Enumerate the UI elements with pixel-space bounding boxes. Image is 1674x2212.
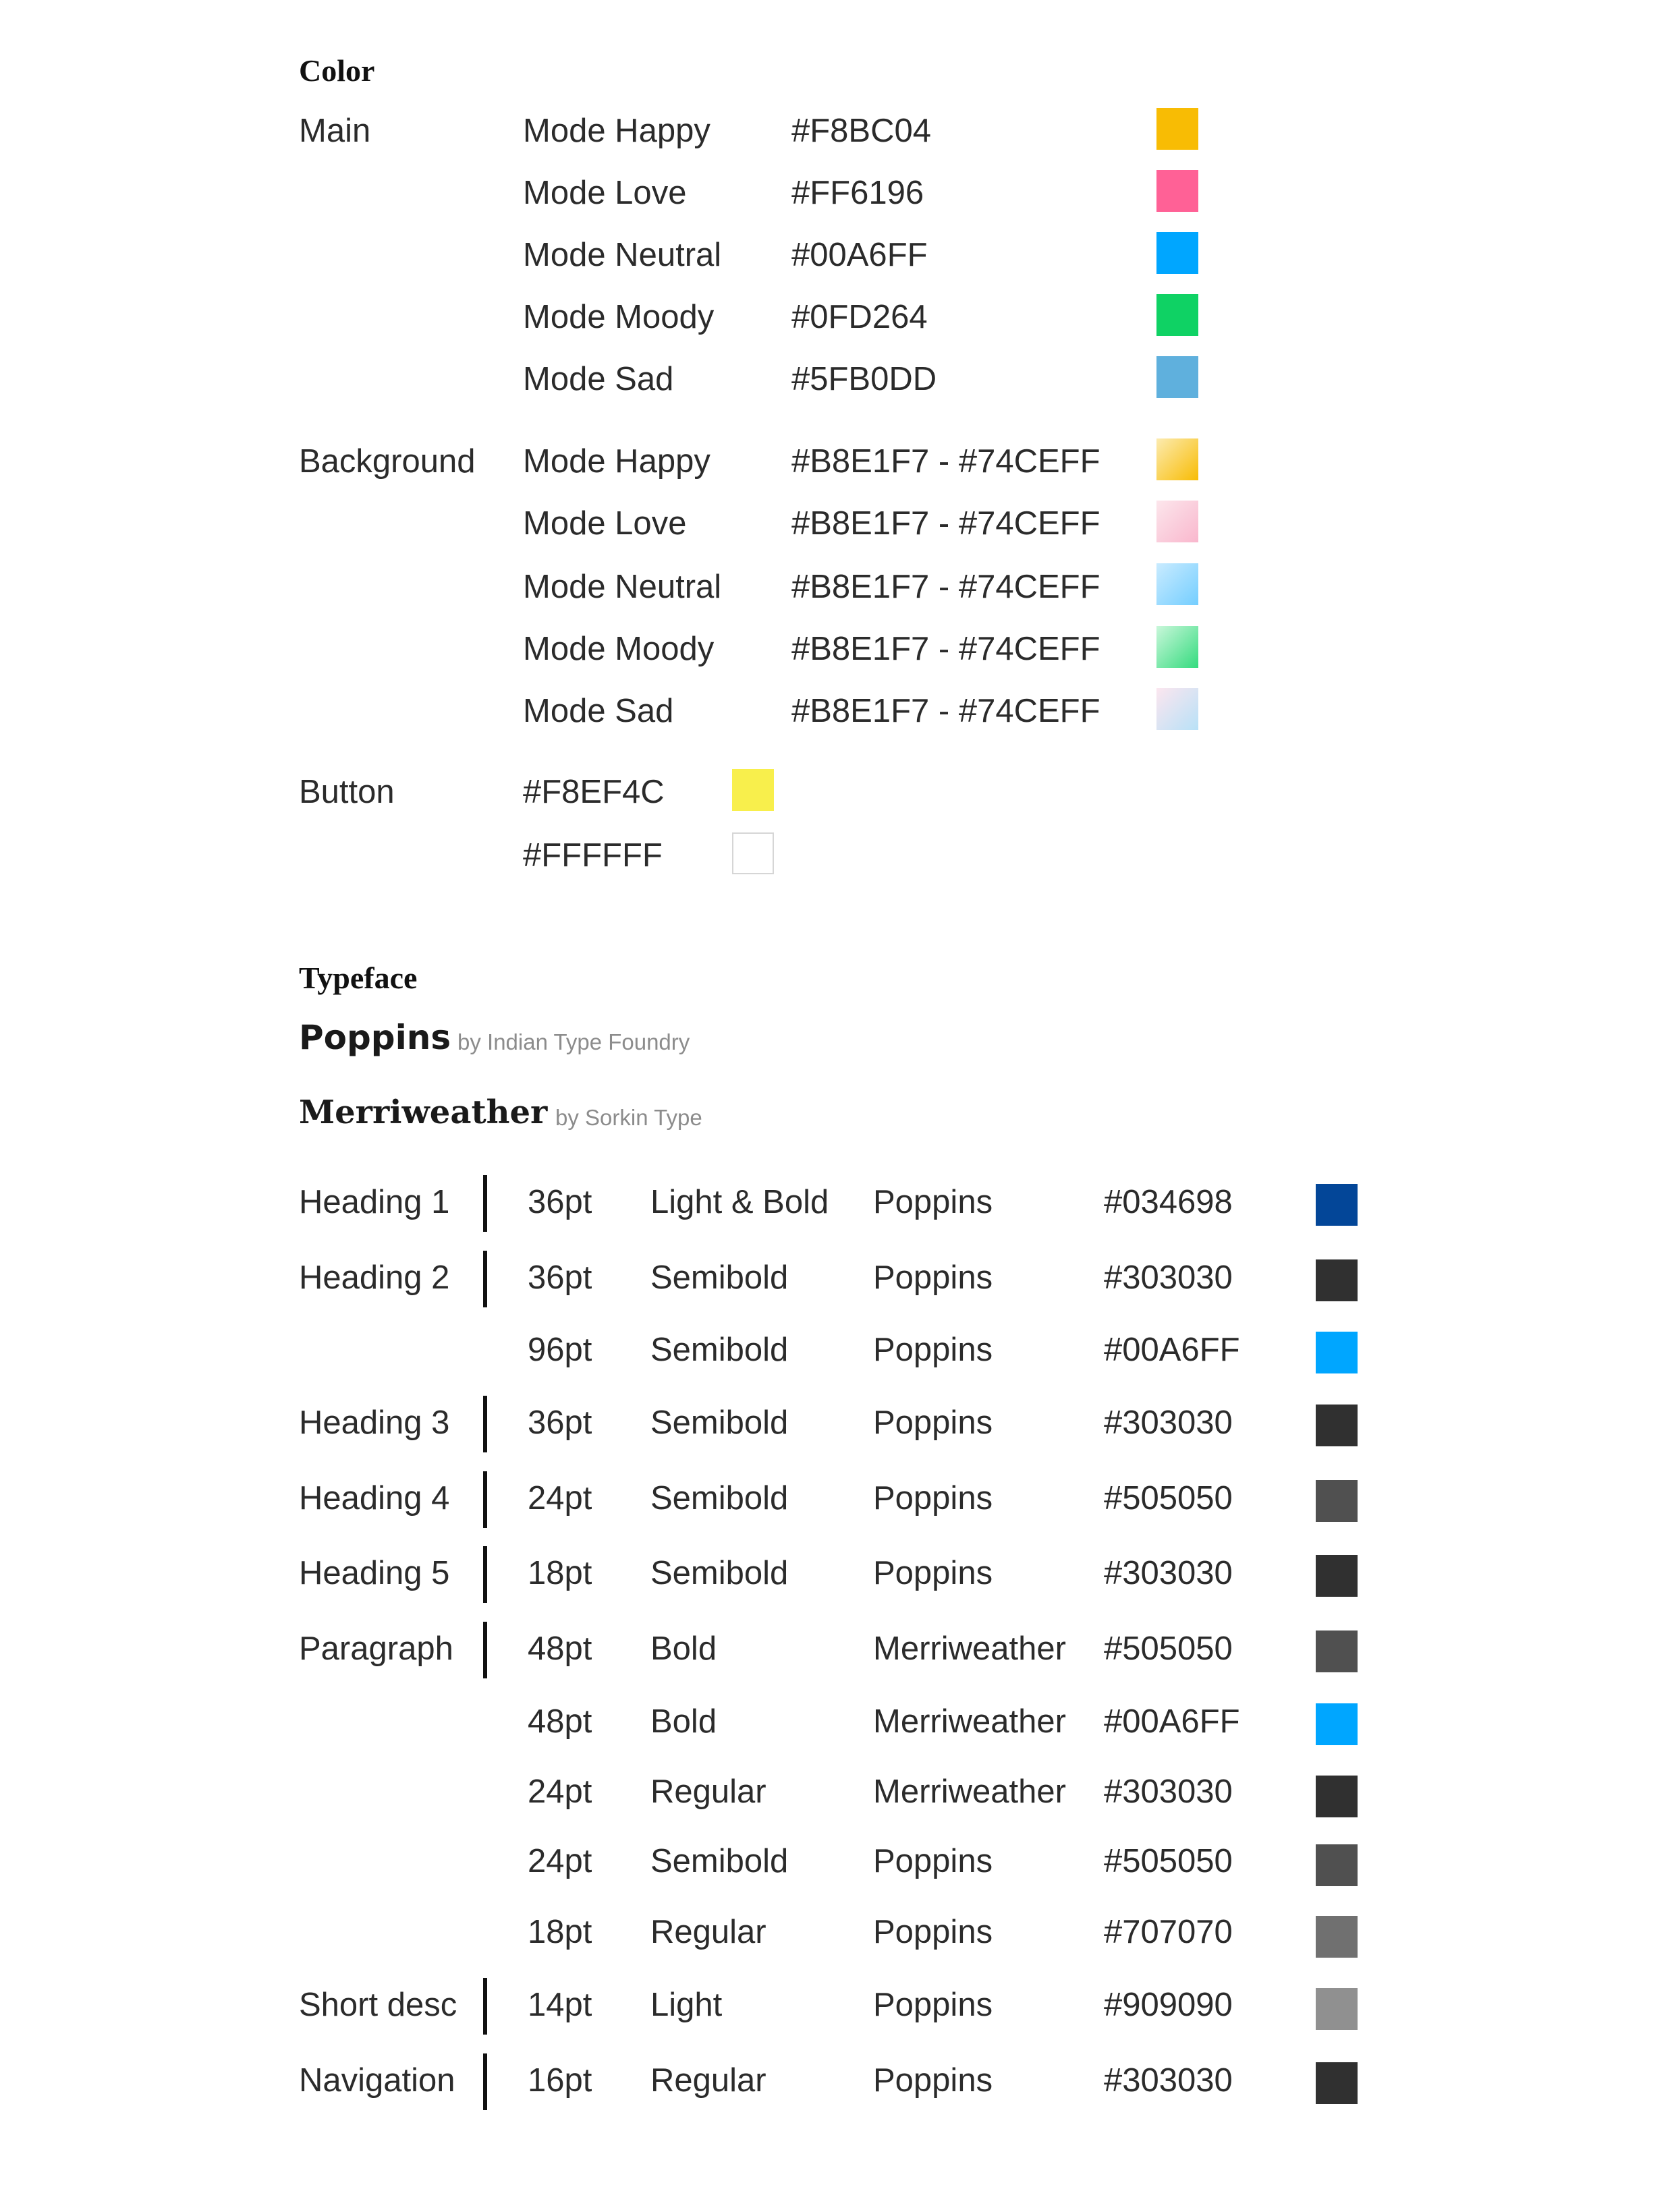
background-hex-range: #B8E1F7 - #74CEFF <box>791 693 1100 729</box>
main-mode-label: Mode Moody <box>523 299 715 335</box>
type-hex: #303030 <box>1104 1774 1233 1810</box>
main-mode-label: Mode Sad <box>523 361 674 397</box>
button-color-swatch <box>732 832 774 874</box>
type-family: Poppins <box>873 1259 993 1296</box>
background-gradient-swatch <box>1156 563 1198 605</box>
background-mode-label: Mode Moody <box>523 631 715 667</box>
type-hex: #00A6FF <box>1104 1332 1240 1368</box>
type-family: Poppins <box>873 1332 993 1368</box>
type-category-label: Paragraph <box>299 1630 453 1667</box>
background-gradient-swatch <box>1156 438 1198 480</box>
main-hex-value: #F8BC04 <box>791 113 932 149</box>
type-size: 18pt <box>528 1555 592 1591</box>
font-foundry: by Sorkin Type <box>555 1105 702 1130</box>
background-hex-range: #B8E1F7 - #74CEFF <box>791 631 1100 667</box>
main-color-swatch <box>1156 294 1198 336</box>
type-hex: #034698 <box>1104 1184 1233 1220</box>
type-hex: #303030 <box>1104 2062 1233 2099</box>
type-family: Merriweather <box>873 1630 1066 1667</box>
type-size: 36pt <box>528 1184 592 1220</box>
font-foundry: by Indian Type Foundry <box>457 1029 690 1054</box>
type-color-swatch <box>1316 1332 1358 1373</box>
type-family: Merriweather <box>873 1774 1066 1810</box>
type-weight: Regular <box>650 1774 766 1810</box>
type-size: 96pt <box>528 1332 592 1368</box>
background-mode-label: Mode Sad <box>523 693 674 729</box>
type-size: 24pt <box>528 1774 592 1810</box>
type-weight: Regular <box>650 2062 766 2099</box>
type-color-swatch <box>1316 2062 1358 2104</box>
type-size: 24pt <box>528 1843 592 1879</box>
type-category-label: Heading 1 <box>299 1184 450 1220</box>
background-mode-label: Mode Love <box>523 505 687 542</box>
main-mode-label: Mode Happy <box>523 113 710 149</box>
button-hex-value: #FFFFFF <box>523 837 663 874</box>
background-gradient-swatch <box>1156 626 1198 668</box>
type-weight: Regular <box>650 1914 766 1950</box>
type-weight: Semibold <box>650 1259 789 1296</box>
main-color-swatch <box>1156 232 1198 274</box>
type-color-swatch <box>1316 1844 1358 1886</box>
row-divider <box>483 1396 487 1452</box>
type-color-swatch <box>1316 1259 1358 1301</box>
background-group-label: Background <box>299 443 476 480</box>
type-hex: #505050 <box>1104 1630 1233 1667</box>
type-hex: #909090 <box>1104 1987 1233 2023</box>
typeface-section-title: Typeface <box>299 961 418 995</box>
row-divider <box>483 1978 487 2035</box>
type-weight: Bold <box>650 1630 717 1667</box>
type-weight: Semibold <box>650 1480 789 1516</box>
type-category-label: Heading 4 <box>299 1480 450 1516</box>
type-size: 48pt <box>528 1703 592 1740</box>
font-name-merriweather: Merriweather <box>299 1094 548 1131</box>
button-color-swatch <box>732 769 774 811</box>
type-color-swatch <box>1316 1988 1358 2030</box>
main-hex-value: #0FD264 <box>791 299 928 335</box>
type-family: Poppins <box>873 1843 993 1879</box>
button-group-label: Button <box>299 774 395 810</box>
type-family: Poppins <box>873 1914 993 1950</box>
type-category-label: Heading 2 <box>299 1259 450 1296</box>
type-color-swatch <box>1316 1703 1358 1745</box>
main-color-swatch <box>1156 108 1198 150</box>
type-weight: Semibold <box>650 1405 789 1441</box>
type-color-swatch <box>1316 1480 1358 1522</box>
type-size: 14pt <box>528 1987 592 2023</box>
row-divider <box>483 1175 487 1232</box>
type-weight: Semibold <box>650 1555 789 1591</box>
row-divider <box>483 2053 487 2110</box>
background-mode-label: Mode Happy <box>523 443 710 480</box>
button-hex-value: #F8EF4C <box>523 774 665 810</box>
row-divider <box>483 1622 487 1678</box>
type-weight: Bold <box>650 1703 717 1740</box>
row-divider <box>483 1546 487 1603</box>
type-color-swatch <box>1316 1184 1358 1226</box>
main-color-swatch <box>1156 356 1198 398</box>
background-hex-range: #B8E1F7 - #74CEFF <box>791 443 1100 480</box>
type-size: 36pt <box>528 1259 592 1296</box>
type-family: Poppins <box>873 2062 993 2099</box>
type-size: 24pt <box>528 1480 592 1516</box>
type-category-label: Navigation <box>299 2062 455 2099</box>
type-hex: #00A6FF <box>1104 1703 1240 1740</box>
type-hex: #707070 <box>1104 1914 1233 1950</box>
type-color-swatch <box>1316 1405 1358 1446</box>
type-weight: Light & Bold <box>650 1184 829 1220</box>
type-size: 36pt <box>528 1405 592 1441</box>
type-size: 18pt <box>528 1914 592 1950</box>
type-family: Merriweather <box>873 1703 1066 1740</box>
type-family: Poppins <box>873 1405 993 1441</box>
type-category-label: Heading 3 <box>299 1405 450 1441</box>
type-color-swatch <box>1316 1916 1358 1958</box>
background-hex-range: #B8E1F7 - #74CEFF <box>791 505 1100 542</box>
type-family: Poppins <box>873 1480 993 1516</box>
type-hex: #303030 <box>1104 1405 1233 1441</box>
type-hex: #303030 <box>1104 1555 1233 1591</box>
type-hex: #505050 <box>1104 1480 1233 1516</box>
type-weight: Semibold <box>650 1843 789 1879</box>
type-hex: #505050 <box>1104 1843 1233 1879</box>
main-mode-label: Mode Neutral <box>523 237 722 273</box>
main-color-swatch <box>1156 170 1198 212</box>
type-weight: Semibold <box>650 1332 789 1368</box>
background-mode-label: Mode Neutral <box>523 569 722 605</box>
row-divider <box>483 1251 487 1307</box>
main-group-label: Main <box>299 113 371 149</box>
main-hex-value: #00A6FF <box>791 237 928 273</box>
type-family: Poppins <box>873 1555 993 1591</box>
type-color-swatch <box>1316 1630 1358 1672</box>
font-name-poppins: Poppins <box>299 1018 451 1057</box>
type-weight: Light <box>650 1987 723 2023</box>
type-family: Poppins <box>873 1184 993 1220</box>
background-gradient-swatch <box>1156 688 1198 730</box>
type-size: 16pt <box>528 2062 592 2099</box>
type-category-label: Heading 5 <box>299 1555 450 1591</box>
type-size: 48pt <box>528 1630 592 1667</box>
color-section-title: Color <box>299 53 375 88</box>
type-family: Poppins <box>873 1987 993 2023</box>
type-color-swatch <box>1316 1776 1358 1817</box>
type-color-swatch <box>1316 1555 1358 1597</box>
main-hex-value: #5FB0DD <box>791 361 937 397</box>
main-mode-label: Mode Love <box>523 175 687 211</box>
main-hex-value: #FF6196 <box>791 175 924 211</box>
background-gradient-swatch <box>1156 501 1198 542</box>
background-hex-range: #B8E1F7 - #74CEFF <box>791 569 1100 605</box>
type-hex: #303030 <box>1104 1259 1233 1296</box>
row-divider <box>483 1471 487 1528</box>
type-category-label: Short desc <box>299 1987 457 2023</box>
